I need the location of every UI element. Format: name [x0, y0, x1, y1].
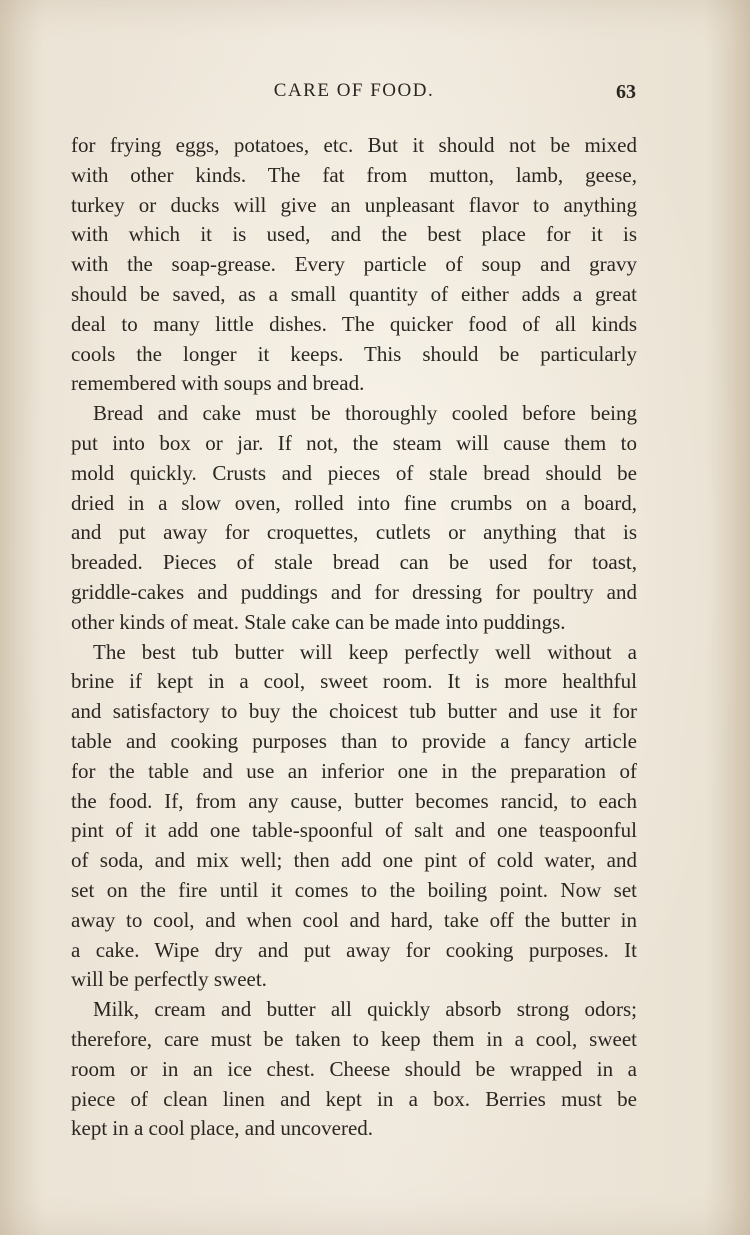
running-head: [70, 80, 638, 110]
text-line: and satisfactory to buy the choicest tub butter and use it for: [71, 699, 637, 724]
text-line: with other kinds. The fat from mutton, lamb, geese,: [71, 162, 637, 187]
text-line: a cake. Wipe dry and put away for cooking purposes. It: [71, 937, 637, 962]
text-line: breaded. Pieces of stale bread can be used for toast,: [71, 550, 637, 575]
text-line: kept in a cool place, and uncovered.: [71, 1116, 374, 1141]
text-line: for the table and use an inferior one in the preparation of: [71, 758, 637, 783]
text-line: away to cool, and when cool and hard, take off the butter in: [71, 907, 637, 932]
text-line: therefore, care must be taken to keep them in a cool, sweet: [71, 1026, 637, 1051]
text-line: should be saved, as a small quantity of either adds a great: [71, 281, 637, 306]
text-line: pint of it add one table-spoonful of salt and one teaspoonful: [71, 818, 637, 843]
text-line: will be perfectly sweet.: [71, 967, 267, 992]
text-line: other kinds of meat. Stale cake can be made into puddings.: [71, 609, 566, 634]
text-line: remembered with soups and bread.: [71, 371, 365, 396]
text-line: Bread and cake must be thoroughly cooled before being: [93, 401, 637, 426]
text-line: set on the fire until it comes to the boiling point. Now set: [71, 877, 637, 902]
text-line: mold quickly. Crusts and pieces of stale bread should be: [71, 460, 637, 485]
text-line: of soda, and mix well; then add one pint of cold water, and: [71, 848, 637, 873]
text-line: cools the longer it keeps. This should be particularly: [71, 341, 637, 366]
text-line: and put away for croquettes, cutlets or anything that is: [71, 520, 637, 545]
text-line: piece of clean linen and kept in a box. Berries must be: [71, 1086, 637, 1111]
page-number: 63: [616, 81, 636, 103]
text-line: room or in an ice chest. Cheese should be wrapped in a: [71, 1056, 637, 1081]
text-line: table and cooking purposes than to provide a fancy article: [71, 728, 637, 753]
text-line: with the soap-grease. Every particle of soup and gravy: [71, 252, 637, 277]
body-text: [71, 131, 637, 1144]
text-line: deal to many little dishes. The quicker food of all kinds: [71, 311, 637, 336]
text-line: the food. If, from any cause, butter becomes rancid, to each: [71, 788, 637, 813]
text-line: dried in a slow oven, rolled into fine crumbs on a board,: [71, 490, 637, 515]
text-line: turkey or ducks will give an unpleasant flavor to anything: [71, 192, 637, 217]
text-line: put into box or jar. If not, the steam will cause them to: [71, 430, 637, 455]
running-title: CARE OF FOOD.: [273, 80, 435, 101]
text-line: for frying eggs, potatoes, etc. But it should not be mixed: [71, 133, 637, 157]
text-line: brine if kept in a cool, sweet room. It is more healthful: [71, 669, 637, 694]
text-line: Milk, cream and butter all quickly absorb strong odors;: [93, 997, 637, 1022]
text-line: with which it is used, and the best place for it is: [71, 222, 637, 247]
text-line: The best tub butter will keep perfectly well without a: [93, 639, 637, 664]
text-line: griddle-cakes and puddings and for dressing for poultry and: [71, 579, 637, 604]
